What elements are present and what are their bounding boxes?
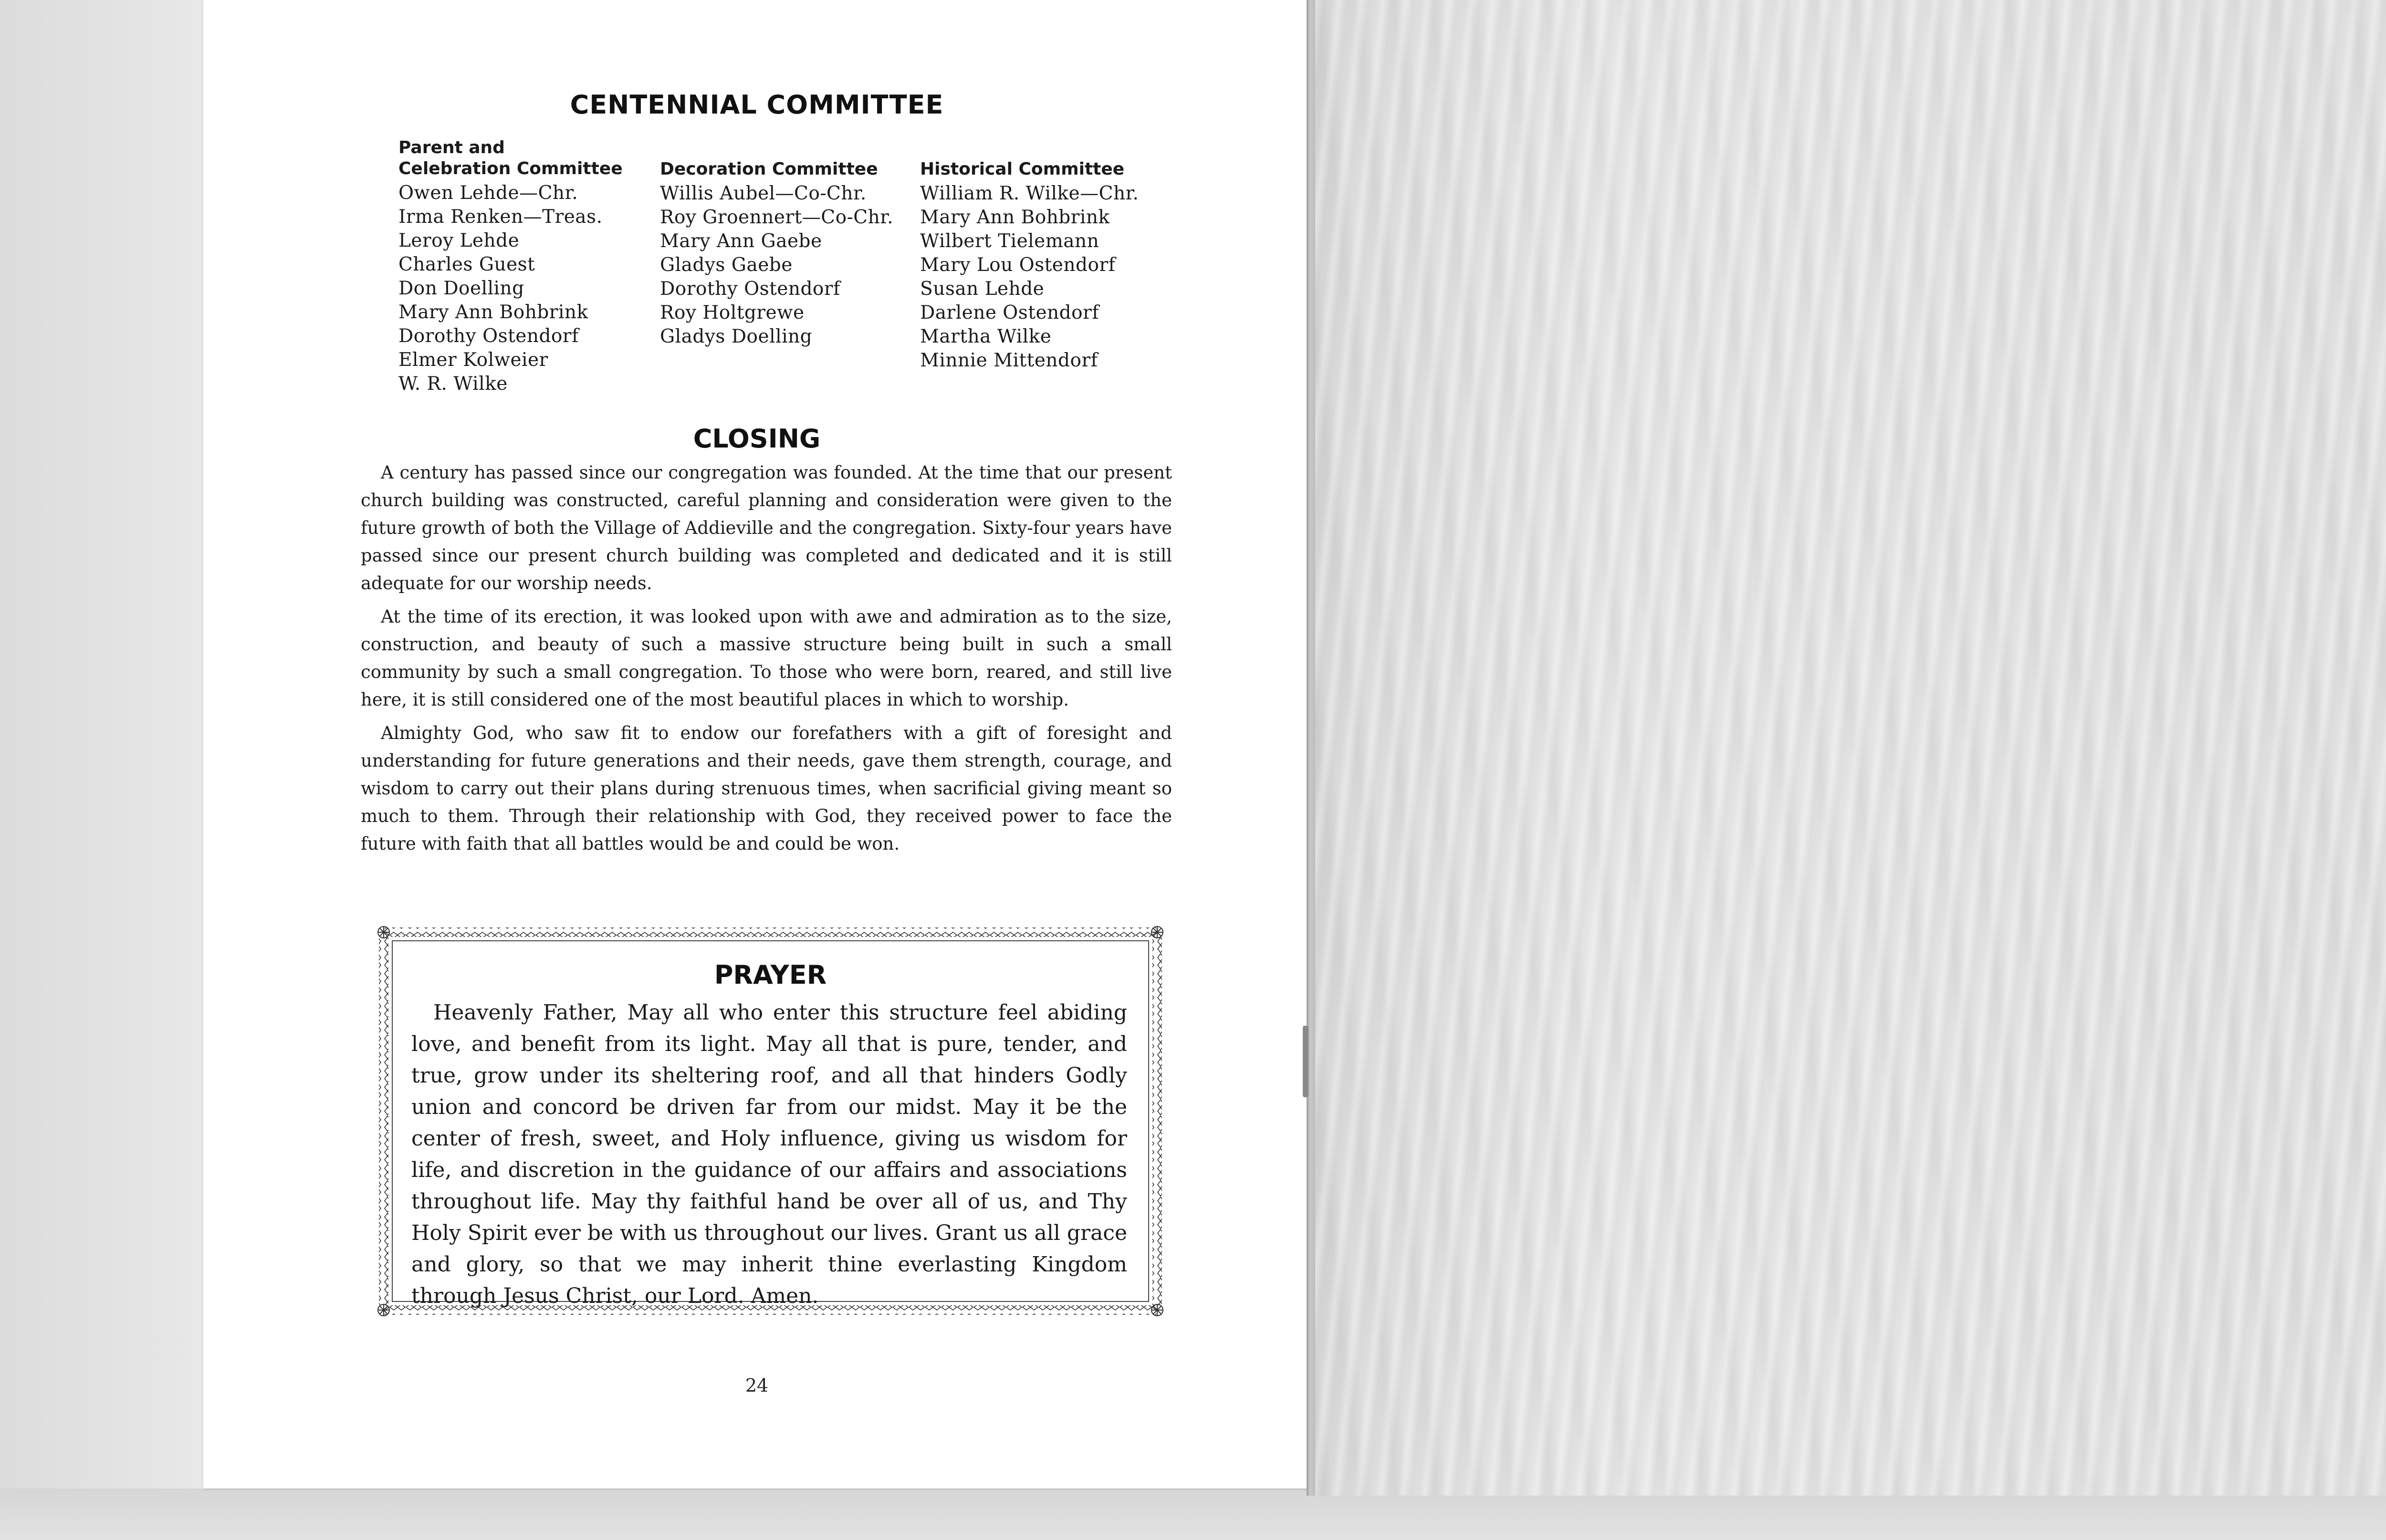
member-name: Minnie Mittendorf — [920, 350, 1098, 371]
member-name: Wilbert Tielemann — [920, 230, 1099, 252]
member-name: Susan Lehde — [920, 278, 1045, 300]
member-name: Mary Ann Bohbrink — [398, 302, 588, 323]
decoration-committee — [660, 159, 908, 349]
prayer-box — [373, 921, 1168, 1321]
member-name: Don Doelling — [398, 278, 524, 299]
closing-title: CLOSING — [693, 424, 821, 454]
page-number: 24 — [745, 1375, 769, 1396]
member-name: Leroy Lehde — [398, 230, 520, 251]
member-name: Mary Ann Bohbrink — [920, 207, 1110, 228]
historical-committee — [920, 159, 1187, 373]
member-name: Charles Guest — [398, 254, 535, 275]
column-heading: Decoration Committee — [660, 159, 878, 179]
member-name: Gladys Doelling — [660, 326, 813, 347]
column-heading: Historical Committee — [920, 159, 1125, 179]
binding-mark — [1303, 1026, 1308, 1097]
column-heading-line1: Parent and — [398, 138, 505, 157]
member-list — [398, 181, 647, 396]
prayer-title: PRAYER — [714, 960, 827, 990]
background-left — [0, 0, 203, 1540]
member-name: William R. Wilke—Chr. — [920, 183, 1139, 204]
member-name: Owen Lehde—Chr. — [398, 182, 578, 204]
closing-paragraph: At the time of its erection, it was looked upon with awe and admiration as to the size, construction, and beauty of such a massive structure being built in such a small community by such a small congregation. To those who were born, reared, and still live here, it is still considered one of the most beautiful places in which to worship. — [361, 606, 1172, 710]
member-list — [920, 182, 1187, 373]
member-name: Willis Aubel—Co-Chr. — [660, 183, 867, 204]
centennial-committee-title: CENTENNIAL COMMITTEE — [570, 90, 944, 120]
member-name: Roy Holtgrewe — [660, 302, 805, 323]
closing-body — [361, 459, 1172, 864]
back-cover-page — [1310, 0, 2386, 1496]
member-name: Gladys Gaebe — [660, 254, 793, 276]
column-heading-line2: Celebration Committee — [398, 159, 623, 178]
member-name: Darlene Ostendorf — [920, 302, 1099, 323]
member-name: Irma Renken—Treas. — [398, 206, 603, 228]
member-name: Dorothy Ostendorf — [660, 278, 840, 300]
member-name: Mary Lou Ostendorf — [920, 254, 1116, 276]
member-name: Mary Ann Gaebe — [660, 230, 822, 252]
member-list — [660, 182, 908, 349]
parent-celebration-committee — [398, 137, 647, 396]
closing-paragraph: Almighty God, who saw fit to endow our forefathers with a gift of foresight and understanding for future generations and their needs, gave them strength, courage, and wisdom to carry out their plans during strenuous times, when sacrificial giving meant so much to them. Through their relationship with God, they received power to face the future with faith that all battles would be and could be won. — [361, 723, 1172, 854]
background-bottom — [0, 1488, 2386, 1540]
book-gutter — [1307, 0, 1315, 1496]
member-name: W. R. Wilke — [398, 373, 508, 395]
prayer-text: Heavenly Father, May all who enter this structure feel abiding love, and benefit from its light. May all that is pure, tender, and true, grow under its sheltering roof, and all that hinders Godly union and concord be driven far from our midst. May it be the center of fresh, sweet, and Holy influence, giving us wisdom for life, and discretion in the guidance of our affairs and associations throughout life. May thy faithful hand be over all of us, and Thy Holy Spirit ever be with us throughout our lives. Grant us all grace and glory, so that we may inherit thine everlasting Kingdom through Jesus Christ, our Lord. Amen. — [411, 1000, 1127, 1308]
closing-paragraph: A century has passed since our congregation was founded. At the time that our present church building was constructed, careful planning and consideration were given to the future growth of both the Village of Addieville and the congregation. Sixty-four years have passed since our present church building was completed and dedicated and it is still adequate for our worship needs. — [361, 462, 1172, 593]
member-name: Roy Groennert—Co-Chr. — [660, 207, 893, 228]
member-name: Martha Wilke — [920, 326, 1052, 347]
member-name: Elmer Kolweier — [398, 349, 548, 371]
member-name: Dorothy Ostendorf — [398, 325, 579, 347]
